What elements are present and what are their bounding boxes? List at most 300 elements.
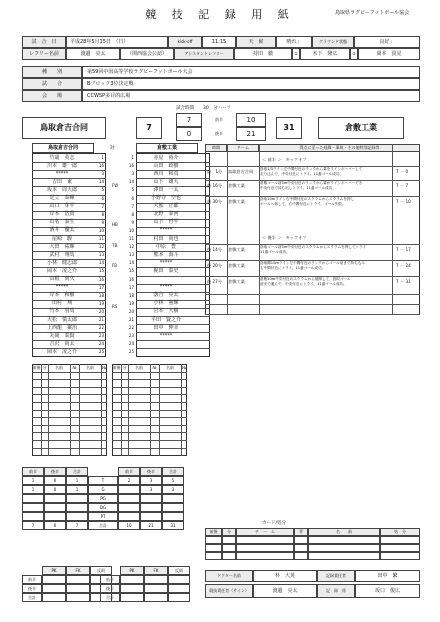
away-total-score: 31 bbox=[276, 117, 302, 139]
event-time: 前 1分 bbox=[207, 169, 223, 174]
lineup-away-player-name: ***** bbox=[159, 332, 173, 339]
cards-header: 分 bbox=[222, 528, 236, 536]
score-table-home-cell bbox=[66, 494, 88, 503]
cards-cell bbox=[380, 544, 420, 552]
pk-table-cell bbox=[120, 584, 144, 593]
pk-table-cell bbox=[90, 575, 112, 584]
lineup-home-player-name: 大松 慎太郎 bbox=[46, 316, 77, 323]
home-team-name: 鳥取倉吉合同 bbox=[22, 117, 106, 139]
score-table-row-label: T bbox=[88, 476, 118, 485]
pk-table-cell bbox=[90, 584, 112, 593]
events-row-divider bbox=[205, 294, 420, 295]
lineup-away-player-name: 平田 賢之介 bbox=[150, 316, 181, 323]
assistant-referee-label: アシスタントレフリー bbox=[174, 48, 234, 60]
match-date-label: 試 合 日 bbox=[22, 36, 66, 48]
score-table-header: 後半 bbox=[44, 467, 66, 476]
score-table-home-cell bbox=[44, 494, 66, 503]
score-table-header: 前半 bbox=[118, 467, 140, 476]
event-description-line2: 11番ゴール成功。 bbox=[260, 250, 290, 254]
cards-cell bbox=[205, 552, 222, 560]
pk-table-row-label: 合計 bbox=[22, 593, 42, 602]
subs-column-header: № bbox=[152, 364, 157, 370]
lineup-shirt-number: 10 bbox=[128, 227, 134, 233]
lineup-away-player-name: 小野寺 空也 bbox=[150, 195, 181, 201]
event-team: 鳥取倉吉合同 bbox=[228, 169, 254, 174]
event-name: 第59回中国高等学校ラグビーフットボール大会 bbox=[82, 66, 420, 78]
subs-column-header: № bbox=[101, 364, 107, 370]
events-row-divider bbox=[205, 304, 420, 305]
cards-header: 背 bbox=[294, 528, 308, 536]
score-table-away-cell: 2 bbox=[118, 476, 140, 485]
pk-table-cell bbox=[168, 593, 190, 602]
event-time: 後 20分 bbox=[207, 263, 223, 268]
recorder2-name: 坂口 俊広 bbox=[355, 584, 420, 598]
subs-column-header: 分 bbox=[42, 364, 47, 370]
cards-cell bbox=[294, 544, 308, 552]
lineup-home-player-number: 19 bbox=[98, 300, 104, 306]
pk-table-row-label: 後半 bbox=[100, 584, 120, 593]
event-team: 倉敷工業 bbox=[228, 199, 245, 204]
lineup-home-player-number: 17 bbox=[98, 284, 104, 290]
score-table-home-cell: 0 bbox=[44, 485, 66, 494]
lineup-away-player-name: 山下 哲平 bbox=[153, 219, 179, 226]
lineup-shirt-number: 22 bbox=[128, 325, 134, 331]
event-team: 倉敷工業 bbox=[228, 279, 245, 284]
lineup-home-player-name: ***** bbox=[55, 170, 69, 177]
lineup-shirt-number: 14 bbox=[128, 260, 134, 266]
lineup-away-player-name: 西川 和真 bbox=[153, 170, 179, 177]
cards-cell bbox=[222, 544, 236, 552]
cards-cell bbox=[236, 552, 294, 560]
cards-cell bbox=[294, 536, 308, 544]
association-name: 鳥取県ラグビーフットボール協会 bbox=[335, 10, 410, 16]
lineup-home-player-number: 25 bbox=[98, 349, 104, 355]
event-description-line1: 倉敷ゴール前5m中央付近のラックから幕がラインボーバーでき bbox=[260, 181, 363, 185]
lineup-home-player-number: 9 bbox=[101, 219, 104, 225]
pk-table-row-label: 前半 bbox=[100, 575, 120, 584]
event-time: 後 14分 bbox=[207, 247, 223, 252]
assistant-referee-1: 持田 徹 bbox=[234, 48, 292, 60]
events-header-team: チーム bbox=[227, 144, 259, 152]
lineup-home-player-number: 7 bbox=[101, 203, 104, 209]
subs-column-divider bbox=[48, 364, 49, 456]
events-col-divider bbox=[392, 144, 393, 315]
lineup-home-player-number: 8 bbox=[101, 211, 104, 217]
score-table-away-cell: 21 bbox=[140, 521, 162, 530]
lineup-home-player-name: 上西龍 案治 bbox=[46, 324, 77, 331]
score-table-away-cell bbox=[118, 494, 140, 503]
score-table-away-cell bbox=[140, 503, 162, 512]
recorder-label: 記録責任者 bbox=[317, 570, 355, 582]
cards-cell bbox=[308, 552, 380, 560]
score-table-home-cell: 7 bbox=[22, 521, 44, 530]
lineup-home-player-number: 16 bbox=[98, 163, 104, 169]
lineup-away-player-name: 小林 憲輝 bbox=[153, 300, 179, 307]
event-label: 種 別 bbox=[22, 66, 82, 78]
subs-column-divider bbox=[70, 364, 71, 456]
cards-cell bbox=[308, 544, 380, 552]
pos-label-fb: FB bbox=[112, 263, 118, 268]
lineup-home-player-number: 11 bbox=[98, 236, 104, 241]
lineup-away-player-name: 赤星 裕介 bbox=[153, 154, 179, 161]
event-running-score: 7 － 0 bbox=[396, 169, 409, 174]
pk-table-cell bbox=[66, 593, 90, 602]
lineup-shirt-number: 18 bbox=[128, 292, 134, 298]
subs-column-header: 名前 bbox=[135, 364, 143, 370]
venue-name: CCWSP多目的広場 bbox=[82, 90, 420, 102]
lineup-home-player-name: 尾崎 駿 bbox=[51, 235, 72, 242]
kickoff-label: kick-off bbox=[168, 36, 202, 48]
score-table-away-cell bbox=[162, 512, 184, 521]
score-table-away-cell: 5 bbox=[162, 476, 184, 485]
ground-value: 良好」 bbox=[354, 36, 420, 48]
subs-column-divider bbox=[150, 364, 151, 456]
lineup-home-player-name: ***** bbox=[55, 284, 69, 291]
pk-table-header: FK bbox=[144, 566, 168, 575]
lineup-home-player-name: 山口 芽平 bbox=[49, 203, 75, 210]
subs-column-header: № bbox=[181, 364, 187, 370]
lineup-shirt-number: 24 bbox=[128, 341, 134, 347]
lineup-shirt-number: 6 bbox=[131, 195, 134, 201]
subs-column-header: 名前 bbox=[86, 364, 94, 370]
lineup-shirt-number: 14 bbox=[128, 179, 134, 185]
lineup-shirt-number: 19 bbox=[128, 300, 134, 306]
weather-label: 天 候 bbox=[236, 36, 276, 48]
event-description-line2: 中央付近で持ち出しトライ。11番ゴール成功。 bbox=[260, 186, 336, 190]
lineup-home-player-number: 3 bbox=[101, 171, 104, 177]
second-half-label: 後半 bbox=[215, 131, 223, 136]
events-col-divider bbox=[227, 144, 228, 315]
event-team: 倉敷工業 bbox=[228, 263, 245, 268]
lineup-away-player-name: 澤田 一太 bbox=[153, 186, 179, 193]
lineup-shirt-number: 8 bbox=[131, 211, 134, 217]
pk-table-foul-label: 反則 bbox=[90, 566, 112, 575]
lineup-away-row-divider bbox=[136, 276, 210, 277]
referee-assoc: （関西協会公認） bbox=[120, 48, 174, 60]
subs-column-divider bbox=[181, 364, 182, 456]
pk-table-cell bbox=[90, 593, 112, 602]
lineup-home-header: 鳥取倉吉合同 bbox=[32, 143, 94, 153]
official-label: 競技責任者（サイン） bbox=[205, 584, 253, 598]
event-team: 倉敷工業 bbox=[228, 247, 245, 252]
score-table-header: 後半 bbox=[140, 467, 162, 476]
lineup-home-player-name: 岡本 凌之介 bbox=[46, 267, 77, 274]
ar-number-1: ① bbox=[292, 48, 300, 60]
lineup-shirt-number: 5 bbox=[131, 187, 134, 193]
score-table-row-label: G bbox=[88, 485, 118, 494]
lineup-home-player-name: 川本 雄一郎 bbox=[46, 162, 77, 169]
score-table-home-cell: 1 bbox=[66, 476, 88, 485]
cards-cell bbox=[380, 552, 420, 560]
pk-table-cell bbox=[66, 575, 90, 584]
lineup-home-player-number: 20 bbox=[98, 308, 104, 314]
doctor-name: 朴 大英 bbox=[253, 570, 317, 582]
score-table-row-label: PT bbox=[88, 512, 118, 521]
lineup-home-player-name: 田村 翔 bbox=[51, 300, 72, 307]
lineup-shirt-number: 17 bbox=[128, 284, 134, 290]
event-description-line1: 鳥取陣10mライン左中間付近のラックからゴール前まで持ち込み bbox=[260, 261, 365, 265]
lineup-shirt-number: 13 bbox=[128, 252, 134, 258]
lineup-home-player-number: 24 bbox=[98, 341, 104, 347]
lineup-shirt-number: 9 bbox=[131, 219, 134, 225]
score-table-home-cell bbox=[22, 512, 44, 521]
lineup-home-player-number: 13 bbox=[98, 252, 104, 258]
lineup-vs-label: 対 bbox=[109, 144, 115, 151]
lineup-shirt-number: 1 bbox=[131, 155, 134, 160]
pk-table-cell bbox=[42, 575, 66, 584]
score-table-away-cell bbox=[162, 503, 184, 512]
lineup-shirt-number: 7 bbox=[131, 203, 134, 209]
pk-table-row-label: 後半 bbox=[22, 584, 42, 593]
pk-table-cell bbox=[42, 584, 66, 593]
cards-cell bbox=[236, 544, 294, 552]
recorder2-label: 記 録 係 bbox=[317, 584, 355, 598]
pk-table-row-label: 合計 bbox=[100, 593, 120, 602]
lineup-home-player-number: 6 bbox=[101, 195, 104, 201]
pos-label-tb: TB bbox=[112, 243, 118, 248]
home-second-half-score: 0 bbox=[176, 127, 202, 141]
lineup-away-player-name: ***** bbox=[159, 284, 173, 291]
away-first-half-score: 10 bbox=[236, 113, 266, 127]
lineup-shirt-number: 20 bbox=[128, 308, 134, 314]
score-table-home-cell: 7 bbox=[66, 521, 88, 530]
subs-column-header: 名前 bbox=[166, 364, 174, 370]
event-time: 後 27分 bbox=[207, 279, 223, 284]
lineup-away-player-name: 中原 豊 bbox=[155, 243, 176, 250]
events-row-divider bbox=[205, 314, 420, 315]
cards-header: 前後 bbox=[205, 528, 222, 536]
lineup-home-player-name: 山根 尚久 bbox=[49, 276, 75, 282]
cards-header: チ ー ム bbox=[236, 528, 294, 536]
event-description-line1: 鳥取1/3ライン左中間付近のラックから幕をラインボーバーして bbox=[260, 167, 363, 171]
lineup-away-player-name: 熊本 海斗 bbox=[153, 251, 179, 258]
cards-cell bbox=[294, 552, 308, 560]
cards-cell bbox=[222, 552, 236, 560]
lineup-home-player-name: 大田 祐輝 bbox=[49, 243, 75, 250]
event-description-line2: 前まで運んで、中央付近にトライ。11番ゴール成功。 bbox=[260, 282, 347, 286]
lineup-home-player-number: 1 bbox=[101, 155, 104, 160]
match-label: 試 合 bbox=[22, 78, 82, 90]
pk-table-foul-label: 反則 bbox=[168, 566, 190, 575]
lineup-home-player-number: 23 bbox=[98, 333, 104, 339]
score-table-away-cell bbox=[118, 512, 140, 521]
match-duration: 試合時間 30 分ハーフ bbox=[176, 106, 232, 111]
kickoff-time: 11:15 bbox=[202, 36, 236, 48]
doctor-label: ドクター名前 bbox=[205, 570, 253, 582]
lineup-home-player-name: 武村 翔馬 bbox=[49, 251, 75, 258]
referee-name: 渡邊 亮太 bbox=[66, 48, 120, 60]
cards-cell bbox=[308, 536, 380, 544]
subs-column-divider bbox=[41, 364, 42, 456]
match-name: Bブロック3位決定戦 bbox=[82, 78, 420, 90]
lineup-shirt-number: 23 bbox=[128, 333, 134, 339]
score-table-home-cell bbox=[22, 503, 44, 512]
pk-table-cell bbox=[120, 575, 144, 584]
pk-table-header: FK bbox=[66, 566, 90, 575]
lineup-home-player-name: 小林 健志郎 bbox=[46, 259, 77, 266]
subs-column-header: 前後 bbox=[112, 364, 121, 370]
lineup-home-player-number: 14 bbox=[98, 260, 104, 266]
lineup-shirt-number: 16 bbox=[128, 163, 134, 169]
lineup-away-row-divider bbox=[136, 340, 210, 341]
event-time: 前 30分 bbox=[207, 199, 223, 204]
event-running-score: 7 － 24 bbox=[396, 263, 411, 268]
event-team: 倉敷工業 bbox=[228, 183, 245, 188]
score-table-home-cell: 1 bbox=[22, 476, 44, 485]
score-table-home-cell bbox=[66, 512, 88, 521]
lineup-home-player-name: 竹本 羽馬 bbox=[49, 308, 75, 315]
subs-column-divider bbox=[159, 364, 160, 456]
lineup-home-player-name: 丸岡 泰賢 bbox=[49, 332, 75, 339]
cards-title: カード/処分 bbox=[262, 521, 287, 526]
cards-cell bbox=[236, 536, 294, 544]
pos-label-hb: HB bbox=[112, 222, 118, 227]
events-second-half-note: ＜ 後半 ＞ キックオフ bbox=[262, 235, 307, 240]
score-table-away-cell bbox=[140, 494, 162, 503]
lineup-away-player-name: 山田 政樹 bbox=[153, 162, 179, 169]
lineup-home-player-name: 岸本 浩貴 bbox=[49, 211, 75, 218]
lineup-shirt-number: 15 bbox=[128, 268, 134, 274]
score-table-row-label: 合計 bbox=[88, 521, 118, 530]
assistant-referee-2: 木下 隆広 bbox=[300, 48, 350, 60]
lineup-home-player-number: 16 bbox=[98, 276, 104, 282]
lineup-away-player-name: ***** bbox=[159, 259, 173, 266]
lineup-away-player-name: ***** bbox=[159, 227, 173, 234]
official-name: 渡邊 亮太 bbox=[253, 584, 317, 598]
lineup-away-player-name: 落合 亮太 bbox=[153, 292, 179, 299]
score-table-away-cell: 3 bbox=[162, 485, 184, 494]
lineup-home-player-number: 12 bbox=[98, 244, 104, 250]
pk-table-cell bbox=[144, 575, 168, 584]
event-running-score: 7 － 7 bbox=[396, 183, 409, 188]
score-table-home-cell bbox=[22, 494, 44, 503]
pk-table-cell bbox=[42, 593, 66, 602]
subs-column-divider bbox=[128, 364, 129, 456]
lineup-home-player-name: 酒井 優太 bbox=[49, 227, 75, 234]
lineup-home-player-number: 15 bbox=[98, 268, 104, 274]
page-title: 競 技 記 録 用 紙 bbox=[145, 8, 295, 21]
cards-header: 処 分 bbox=[380, 528, 420, 536]
event-time: 前 16分 bbox=[207, 183, 223, 188]
pos-label-rs: RS bbox=[112, 304, 118, 309]
lineup-away-player-name: 岩本 大樹 bbox=[153, 308, 179, 315]
cards-cell bbox=[380, 536, 420, 544]
lineup-home-player-name: 山名 泰生 bbox=[49, 219, 75, 226]
lineup-shirt-number: 25 bbox=[128, 349, 134, 355]
pk-table-header: PK bbox=[42, 566, 66, 575]
event-description-line2: 走り込んで、中央付近にトライ。11番ゴール成功。 bbox=[260, 172, 344, 176]
cards-header: 名 前 bbox=[308, 528, 380, 536]
subs-column-header: 名前 bbox=[55, 364, 63, 370]
recorder-name: 田中 繁 bbox=[355, 570, 420, 582]
event-description-line2: 右中間付近にトライ。11番ゴール成功。 bbox=[260, 266, 326, 270]
lineup-home-player-number: 5 bbox=[101, 187, 104, 193]
lineup-home-player-name: 岸本 和樹 bbox=[49, 292, 75, 299]
lineup-home-player-name: 岡本 凌之介 bbox=[46, 348, 77, 355]
first-half-label: 前半 bbox=[215, 117, 223, 122]
subs-column-header: № bbox=[72, 364, 77, 370]
lineup-shirt-number: 12 bbox=[128, 244, 134, 250]
events-first-half-note: ＜ 前半 ＞ キックオフ bbox=[262, 157, 307, 162]
pk-table-row-label: 前半 bbox=[22, 575, 42, 584]
lineup-away-player-name: 山下 雄大 bbox=[153, 178, 179, 185]
event-description-line1: 鳥取10mライン右中間付近のスクラムからスクラムを押し bbox=[260, 197, 355, 201]
lineup-away-player-name: 大熊 正都 bbox=[153, 203, 179, 210]
score-table-home-cell bbox=[44, 503, 66, 512]
referee-label: レフリー名前 bbox=[22, 48, 66, 60]
home-total-score: 7 bbox=[136, 117, 162, 139]
event-running-score: 7 － 31 bbox=[396, 279, 411, 284]
cards-cell bbox=[205, 544, 222, 552]
score-table-header: 前半 bbox=[22, 467, 44, 476]
venue-label: 会 場 bbox=[22, 90, 82, 102]
score-table-home-cell: 1 bbox=[66, 485, 88, 494]
lineup-away-player-name: 梶田 泰史 bbox=[153, 267, 179, 274]
lineup-shirt-number: 16 bbox=[128, 276, 134, 282]
event-description-line1: 倉敷10m中央付近のスクラムから展開して、鳥取ゴール bbox=[260, 277, 351, 281]
lineup-home-player-name: 竹歳 英志 bbox=[49, 154, 75, 161]
home-first-half-score: 7 bbox=[176, 113, 202, 127]
score-table-away-cell: 10 bbox=[118, 521, 140, 530]
pk-table-cell bbox=[168, 575, 190, 584]
lineup-away-player-name: 北野 泰河 bbox=[153, 211, 179, 218]
away-second-half-score: 21 bbox=[236, 127, 266, 141]
lineup-shirt-number: 11 bbox=[128, 236, 134, 241]
lineup-home-player-name: 足立 泰暉 bbox=[49, 195, 75, 201]
score-table-home-cell bbox=[44, 512, 66, 521]
score-table-row-label: DG bbox=[88, 503, 118, 512]
away-team-name: 倉敷工業 bbox=[318, 117, 404, 139]
lineup-home-player-number: 21 bbox=[98, 317, 104, 322]
events-header-desc: 得点に至った経緯・事故・その他特別記録等 bbox=[259, 144, 420, 152]
pk-table-header: PK bbox=[120, 566, 144, 575]
lineup-away-player-name: 村田 尚也 bbox=[153, 235, 179, 242]
subs-column-header: 分 bbox=[122, 364, 127, 370]
lineup-home-player-number: 14 bbox=[98, 179, 104, 185]
score-table-away-cell: 3 bbox=[140, 485, 162, 494]
score-table-away-cell bbox=[162, 494, 184, 503]
pk-table-cell bbox=[120, 593, 144, 602]
lineup-home-player-number: 10 bbox=[98, 227, 104, 233]
subs-column-divider bbox=[101, 364, 102, 456]
event-running-score: 7 － 17 bbox=[396, 247, 411, 252]
assistant-referee-3: 岡本 貴晃 bbox=[358, 48, 420, 60]
score-table-header: 合計 bbox=[162, 467, 184, 476]
weather-value: 晴れ」 bbox=[276, 36, 312, 48]
lineup-home-player-name: 吉田 東 bbox=[51, 178, 72, 185]
score-table-away-cell bbox=[118, 503, 140, 512]
score-table-header: 合計 bbox=[66, 467, 88, 476]
subs-column-divider bbox=[79, 364, 80, 456]
match-date: 平成28年5月15日 （日） bbox=[66, 36, 168, 48]
ar-number-2: ② bbox=[350, 48, 358, 60]
score-table-away-cell bbox=[118, 485, 140, 494]
lineup-away-header: 倉敷工業 bbox=[136, 143, 198, 153]
ground-label: グラウンド状態 bbox=[312, 36, 354, 48]
lineup-home-player-number: 22 bbox=[98, 325, 104, 331]
pk-table-cell bbox=[66, 584, 90, 593]
subs-column-header: 前後 bbox=[32, 364, 41, 370]
event-description-line2: ボールへ廻して、右中間付近にトライ。ゴール失敗。 bbox=[260, 202, 346, 206]
score-table-home-cell: 0 bbox=[44, 476, 66, 485]
lineup-shirt-number: 21 bbox=[128, 317, 134, 322]
pk-table-cell bbox=[144, 584, 168, 593]
score-table-row-label: PG bbox=[88, 494, 118, 503]
score-table-home-cell bbox=[66, 503, 88, 512]
score-table-away-cell bbox=[140, 512, 162, 521]
score-table-home-cell: 1 bbox=[22, 485, 44, 494]
lineup-shirt-number: 3 bbox=[131, 171, 134, 177]
